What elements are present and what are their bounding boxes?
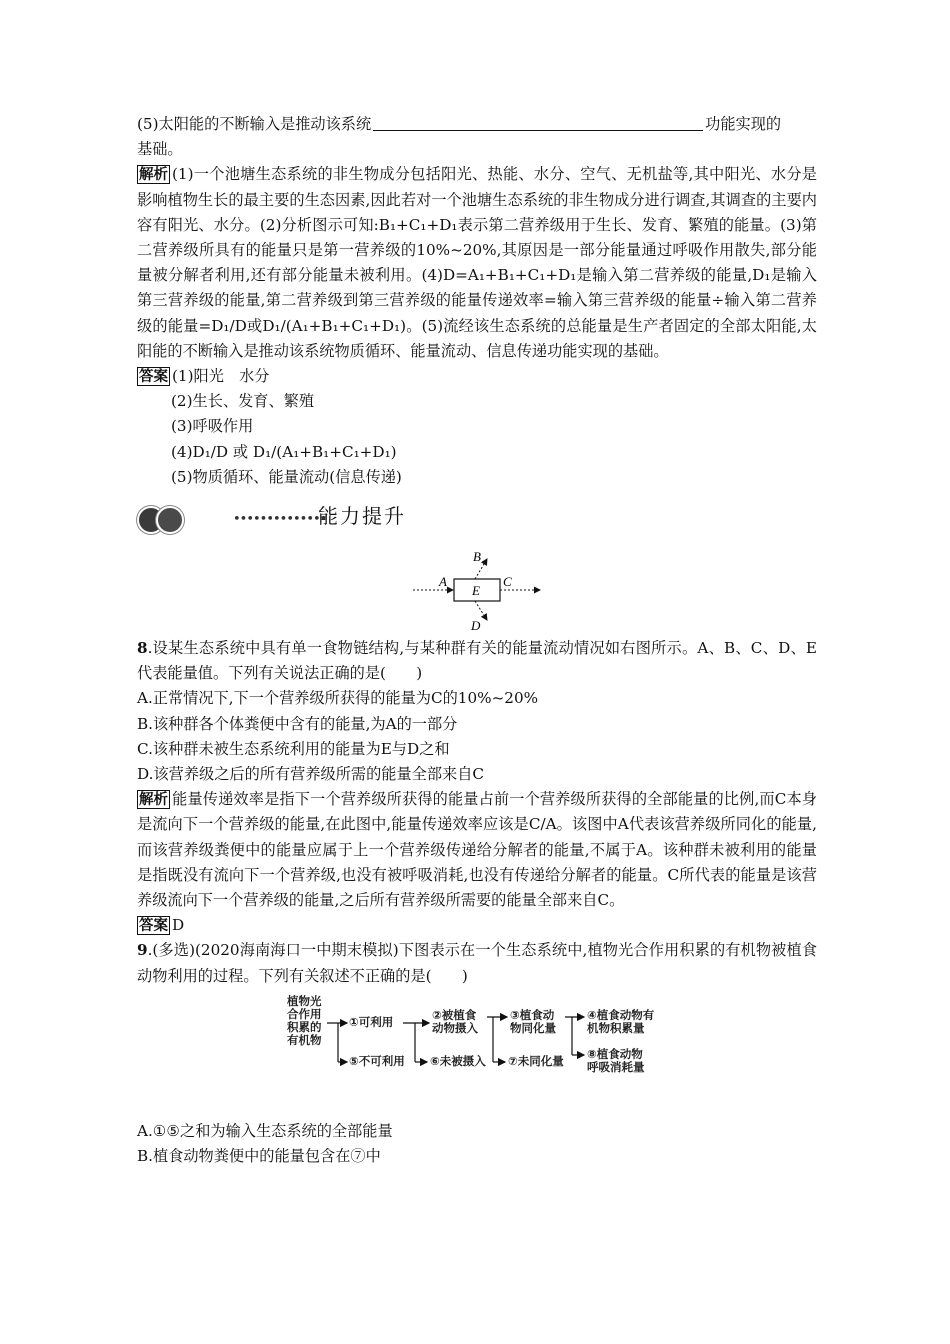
- q8-stem-text: .设某生态系统中具有单一食物链结构,与某种群有关的能量流动情况如右图所示。A、B、C、D、E代表能量值。下列有关说法正确的是( ): [137, 639, 817, 683]
- source-line: 植物光: [287, 993, 322, 1008]
- q7-item5: [137, 112, 817, 162]
- section-circle-icon: [156, 506, 184, 534]
- q8-option-d[interactable]: D.该营养级之后的所有营养级所需的能量全部来自C: [137, 765, 485, 784]
- node-6: ⑥未被摄入: [430, 1053, 486, 1068]
- q7-answer: [137, 364, 817, 490]
- node-line: ④植食动物有: [587, 1007, 655, 1022]
- answer-line-2: (2)生长、发育、繁殖: [171, 392, 315, 411]
- section-title: 能力提升: [318, 504, 406, 529]
- node-line: 动物摄入: [432, 1020, 478, 1035]
- analysis-label: 解析: [139, 791, 168, 809]
- node-line: ③植食动: [510, 1007, 555, 1022]
- q7-item5-cont: 基础。: [137, 140, 183, 159]
- answer-line-5: (5)物质循环、能量流动(信息传递): [171, 467, 402, 486]
- q9-stem: [137, 938, 817, 988]
- q8-option-c[interactable]: C.该种群未被生态系统利用的能量为E与D之和: [137, 739, 450, 758]
- node-line: 呼吸消耗量: [587, 1059, 645, 1074]
- q8-stem: [137, 636, 817, 686]
- q7-analysis: [137, 162, 817, 364]
- source-line: 积累的: [287, 1019, 322, 1034]
- flow-arrows: [137, 993, 817, 1113]
- answer-line-4: (4)D₁/D 或 D₁/(A₁+B₁+C₁+D₁): [171, 442, 397, 461]
- q8-answer-value: D: [172, 916, 185, 935]
- herbivore-energy-figure: [137, 993, 817, 1113]
- analysis-label: 解析: [139, 166, 168, 184]
- source-line: 有机物: [287, 1032, 322, 1047]
- node-1: ①可利用: [349, 1014, 394, 1029]
- q9-option-a[interactable]: A.①⑤之和为输入生态系统的全部能量: [137, 1121, 393, 1140]
- q9-number: 9: [137, 941, 148, 960]
- section-header: [137, 496, 817, 542]
- q8-analysis-text: 能量传递效率是指下一个营养级所获得的能量占前一个营养级所获得的全部能量的比例,而C本身是流向下一个营养级的能量,在此图中,能量传递效率应该是C/A。该图中A代表该营养级所同化的能量,而该营养级粪便中的能量应属于上一个营养级传递给分解者的能量,不属于A。该种群未被利用的能量是指既没有流向下一个营养级,也没有被呼吸消耗,也没有传递给分解者的能量。C所代表的能量是该营养级流向下一个营养级的能量,之后所有营养级所需要的能量全部来自C。: [137, 790, 817, 910]
- q8-option-b[interactable]: B.该种群各个体粪便中含有的能量,为A的一部分: [137, 714, 458, 733]
- energy-flow-diagram: [137, 546, 817, 636]
- q9-option-b[interactable]: B.植食动物粪便中的能量包含在⑦中: [137, 1147, 381, 1166]
- q8-number: 8: [137, 639, 148, 658]
- label-a: A: [439, 574, 447, 590]
- label-d: D: [471, 618, 481, 634]
- q8-option-a[interactable]: A.正常情况下,下一个营养级所获得的能量为C的10%~20%: [137, 689, 539, 708]
- label-e: E: [472, 583, 480, 599]
- answer-label: 答案: [139, 917, 168, 935]
- node-5: ⑤不可利用: [349, 1053, 405, 1068]
- q8-analysis: [137, 787, 817, 913]
- answer-line-1: (1)阳光 水分: [172, 367, 270, 386]
- answer-line-3: (3)呼吸作用: [171, 417, 254, 436]
- source-line: 合作用: [287, 1006, 322, 1021]
- node-line: ②被植食: [432, 1007, 477, 1022]
- page-content: [137, 112, 817, 1169]
- node-line: 物同化量: [510, 1020, 556, 1035]
- node-7: ⑦未同化量: [508, 1053, 564, 1068]
- label-b: B: [473, 549, 481, 565]
- q8-answer: [137, 913, 817, 938]
- answer-label: 答案: [139, 368, 168, 386]
- q9-stem-text: .(多选)(2020海南海口一中期末模拟)下图表示在一个生态系统中,植物光合作用积累的有机物被植食动物利用的过程。下列有关叙述不正确的是( ): [137, 941, 817, 985]
- label-c: C: [503, 574, 512, 590]
- node-line: 机物积累量: [587, 1020, 645, 1035]
- node-line: ⑧植食动物: [587, 1046, 643, 1061]
- q7-item5-suffix: 功能实现的: [705, 115, 782, 133]
- energy-flow-figure: [137, 546, 817, 636]
- q7-item5-prefix: (5)太阳能的不断输入是推动该系统: [137, 115, 372, 133]
- section-dots: ••••••••••••••: [233, 512, 327, 528]
- q7-analysis-text: (1)一个池塘生态系统的非生物成分包括阳光、热能、水分、空气、无机盐等,其中阳光、水分是影响植物生长的最主要的生态因素,因此若对一个池塘生态系统的非生物成分进行调查,其调查的主要内容有阳光、水分。(2)分析图示可知:B₁+C₁+D₁表示第二营养级用于生长、发育、繁殖的能量。(3)第二营养级所具有的能量只是第一营养级的10%~20%,其原因是一部分能量通过呼吸作用散失,部分能量被分解者利用,还有部分能量未被利用。(4)D=A₁+B₁+C₁+D₁是输入第二营养级的能量,D₁是输入第三营养级的能量,第二营养级到第三营养级的能量传递效率=输入第三营养级的能量÷输入第二营养级的能量=D₁/D或D₁/(A₁+B₁+C₁+D₁)。(5)流经该生态系统的总能量是生产者固定的全部太阳能,太阳能的不断输入是推动该系统物质循环、能量流动、信息传递功能实现的基础。: [137, 165, 817, 360]
- answer-blank[interactable]: [373, 112, 703, 131]
